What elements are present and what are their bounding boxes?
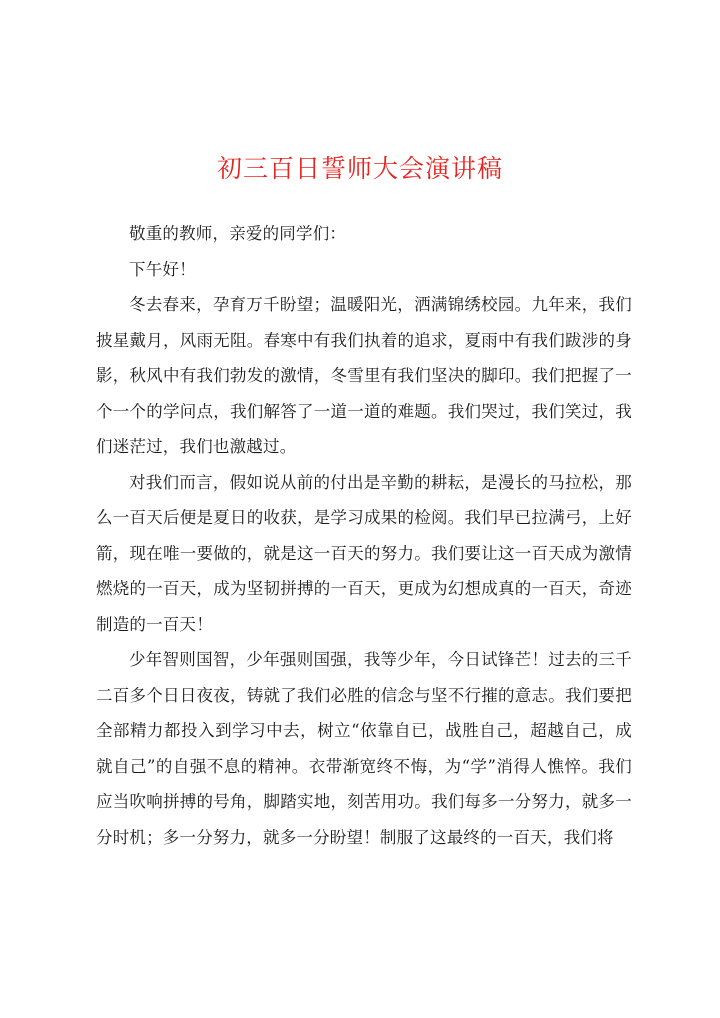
document-title: 初三百日誓师大会演讲稿 [216, 154, 503, 183]
body-paragraph: 对我们而言，假如说从前的付出是辛勤的耕耘，是漫长的马拉松，那么一百天后便是夏日的收获，是学习成果的检阅。我们早已拉满弓，上好箭，现在唯一要做的，就是这一百天的努力。我们要让这一百天成为激情燃烧的一百天，成为坚韧拼搏的一百天，更成为幻想成真的一百天，奇迹制造的一百天！ [96, 472, 632, 634]
salutation-paragraph: 敬重的教师，亲爱的同学们： [129, 224, 347, 243]
body-paragraph: 少年智则国智，少年强则国强，我等少年，今日试锋芒！过去的三千二百多个日日夜夜，铸就了我们必胜的信念与坚不行摧的意志。我们要把全部精力都投入到学习中去，树立“依靠自已，战胜自己，超越自己，成就自己”的自强不息的精神。衣带渐宽终不悔，为“学”消得人憔悴。我们应当吹响拼搏的号角，脚踏实地，刻苦用功。我们每多一分努力，就多一分时机；多一分努力，就多一分盼望！制服了这最终的一百天，我们将 [96, 650, 632, 847]
body-paragraph: 冬去春来，孕育万千盼望；温暖阳光，洒满锦绣校园。九年来，我们披星戴月，风雨无阻。春寒中有我们执着的追求，夏雨中有我们跋涉的身影，秋风中有我们勃发的激情，冬雪里有我们坚决的脚印。我们把握了一个一个的学问点，我们解答了一道一道的难题。我们哭过，我们笑过，我们迷茫过，我们也激越过。 [96, 295, 632, 456]
greeting-paragraph: 下午好！ [129, 259, 196, 279]
document-body [96, 216, 632, 855]
